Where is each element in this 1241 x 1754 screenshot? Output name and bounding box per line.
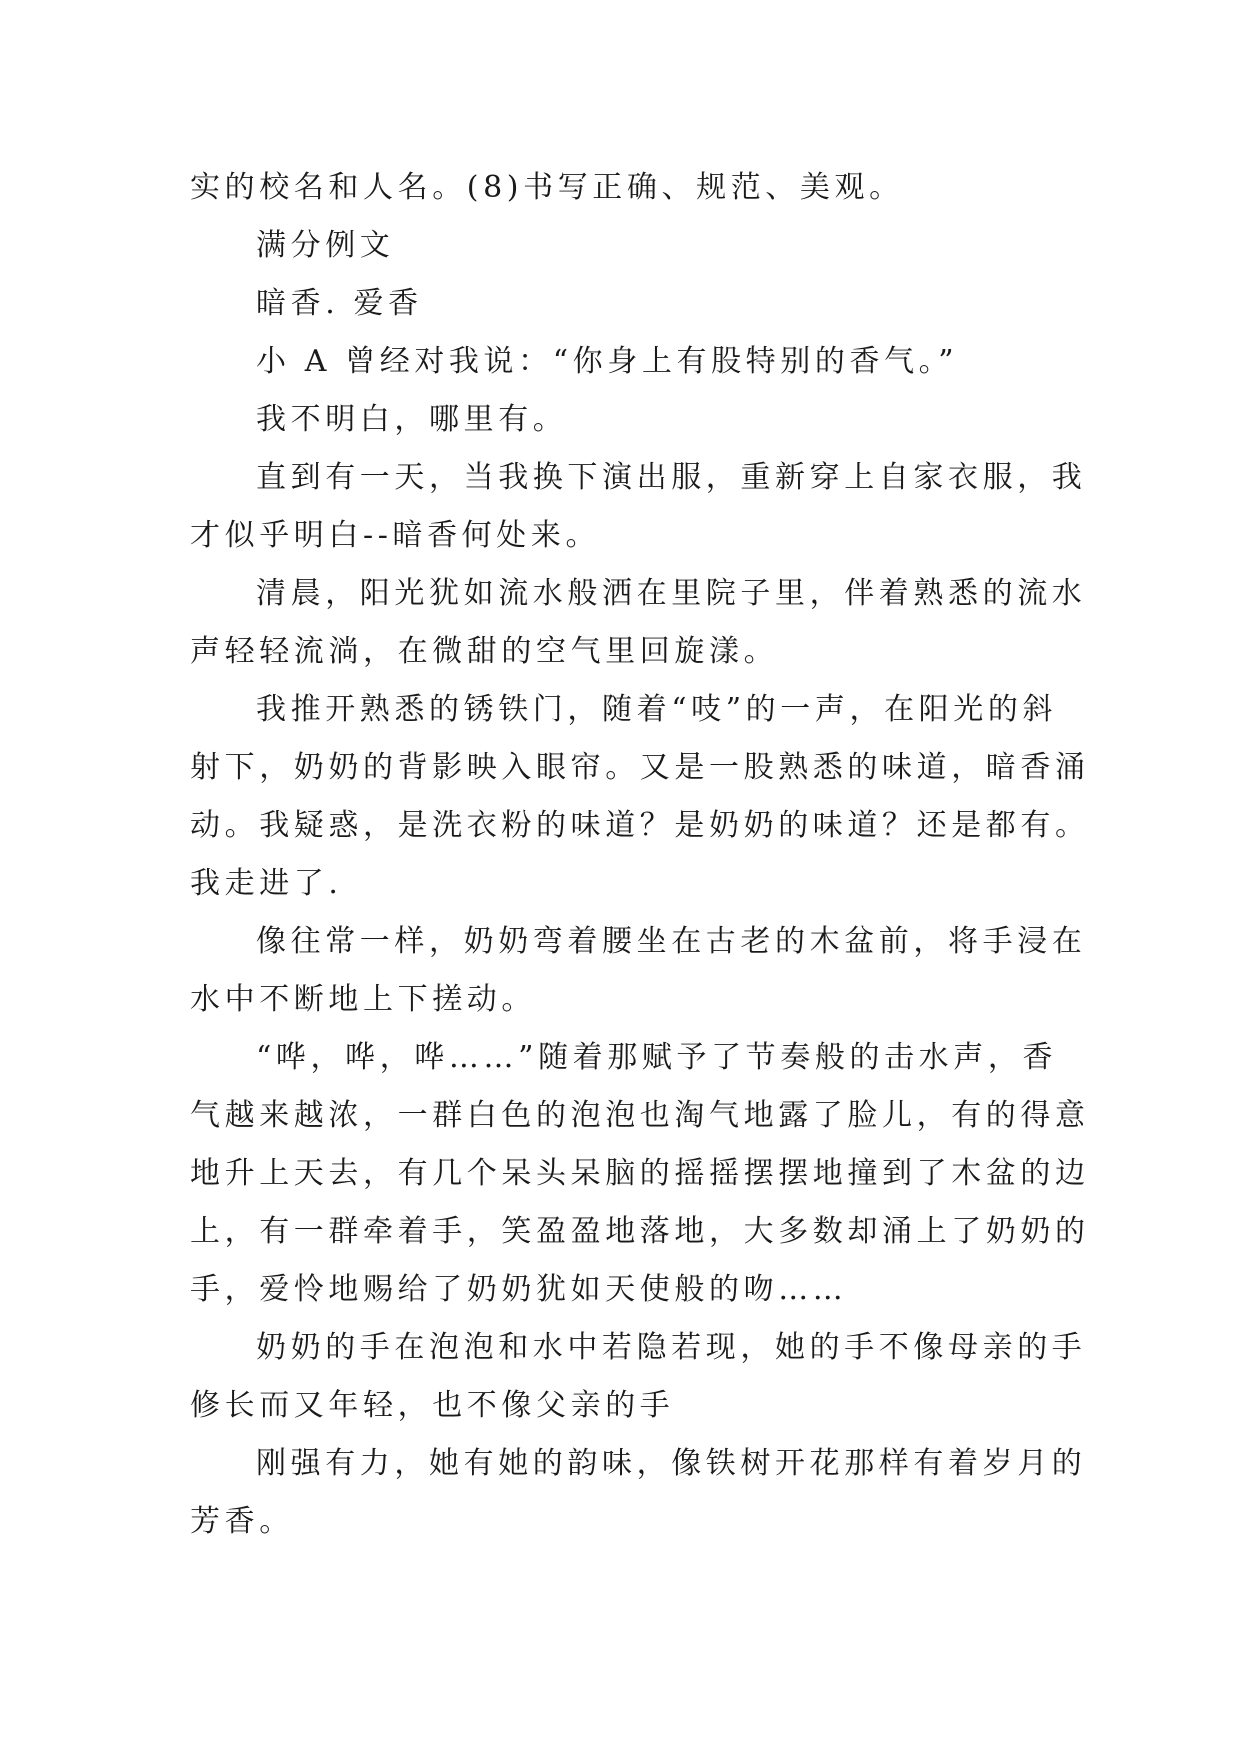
paragraph-line: 水中不断地上下搓动。 [190,982,536,1017]
paragraph-line: 地升上天去，有几个呆头呆脑的摇摇摆摆地撞到了木盆的边 [190,1156,1090,1191]
paragraph-line: 芳香。 [190,1504,294,1539]
essay-title: 暗香. 爱香 [256,286,423,321]
paragraph-line: 动。我疑惑，是洗衣粉的味道？是奶奶的味道？还是都有。 [190,808,1090,843]
paragraph-line: “哗，哗，哗……”随着那赋予了节奏般的击水声，香 [256,1040,1058,1075]
text-line: 实的校名和人名。(8)书写正确、规范、美观。 [190,170,904,205]
paragraph-line: 我不明白，哪里有。 [256,402,568,437]
paragraph-line: 上，有一群牵着手，笑盈盈地落地，大多数却涌上了奶奶的 [190,1214,1090,1249]
paragraph-line: 刚强有力，她有她的韵味，像铁树开花那样有着岁月的 [256,1446,1087,1481]
paragraph-line: 气越来越浓，一群白色的泡泡也淘气地露了脸儿，有的得意 [190,1098,1090,1133]
paragraph-line: 修长而又年轻，也不像父亲的手 [190,1388,675,1423]
paragraph-line: 像往常一样，奶奶弯着腰坐在古老的木盆前，将手浸在 [256,924,1087,959]
paragraph-line: 才似乎明白--暗香何处来。 [190,518,601,553]
paragraph-line: 我推开熟悉的锈铁门，随着“吱”的一声，在阳光的斜 [256,692,1058,727]
section-heading: 满分例文 [256,228,395,263]
paragraph-line: 奶奶的手在泡泡和水中若隐若现，她的手不像母亲的手 [256,1330,1087,1365]
paragraph-line: 直到有一天，当我换下演出服，重新穿上自家衣服，我 [256,460,1087,495]
paragraph-line: 声轻轻流淌，在微甜的空气里回旋漾。 [190,634,779,669]
paragraph-line: 清晨，阳光犹如流水般洒在里院子里，伴着熟悉的流水 [256,576,1087,611]
paragraph-line: 小 A 曾经对我说：“你身上有股特别的香气。” [256,344,959,379]
paragraph-line: 射下，奶奶的背影映入眼帘。又是一股熟悉的味道，暗香涌 [190,750,1090,785]
paragraph-line: 手，爱怜地赐给了奶奶犹如天使般的吻…… [190,1272,848,1307]
paragraph-line: 我走进了. [190,866,343,901]
